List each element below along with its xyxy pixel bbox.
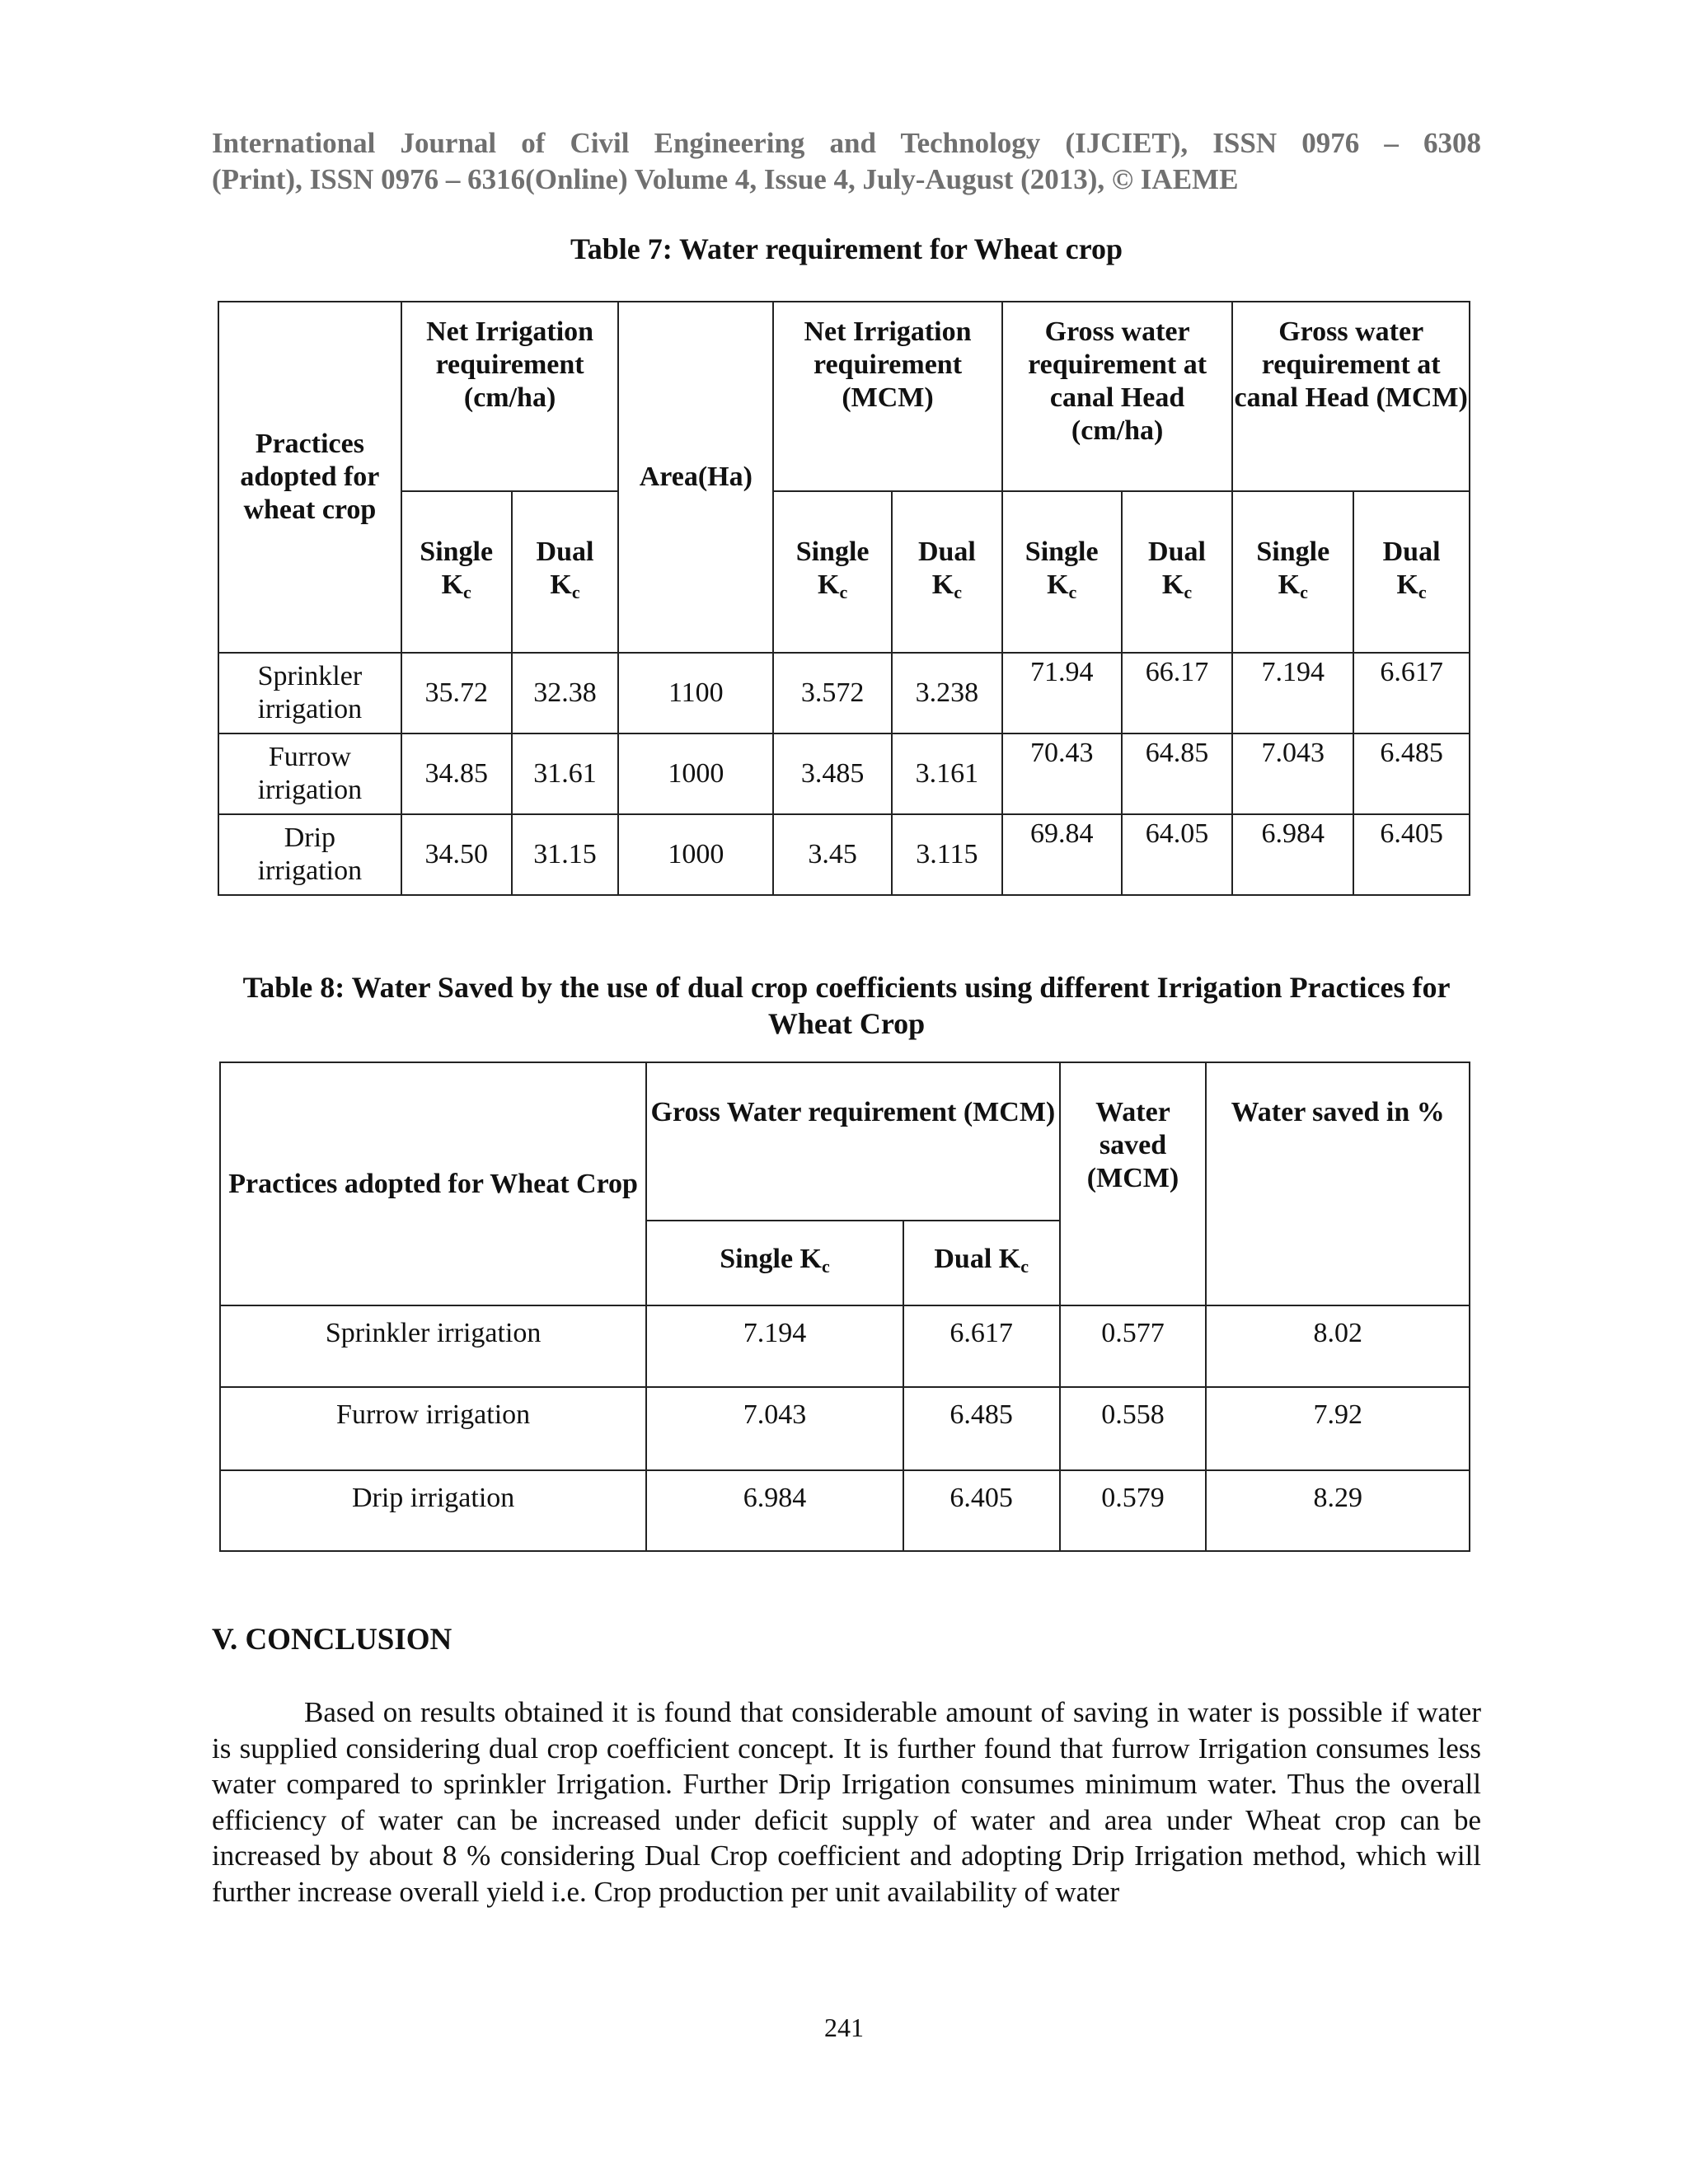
t7-cell-gross-single: 69.84	[1002, 814, 1122, 895]
t7-header-practices: Practices adopted for wheat crop	[218, 302, 401, 653]
t7-header-gross-mcm: Gross water requirement at canal Head (MCM)	[1232, 302, 1470, 491]
journal-header-line-1: International Journal of Civil Engineering and Technology (IJCIET), ISSN 0976 – 6308	[212, 127, 1481, 159]
t8-cell-saved: 0.558	[1060, 1387, 1207, 1470]
table-row	[220, 1387, 1470, 1470]
t8-body	[220, 1305, 1470, 1551]
t7-cell-netmcm-dual: 3.238	[892, 653, 1002, 733]
t7-cell-gross-single: 71.94	[1002, 653, 1122, 733]
t7-kc-header-row	[218, 491, 1470, 653]
t7-header-net-mcm: Net Irrigation requirement (MCM)	[773, 302, 1002, 491]
t7-header-dual-kc: Dual $K_c$	[1353, 491, 1470, 653]
t7-cell-grossmcm-single: 7.043	[1232, 733, 1353, 814]
t7-cell-practice: Furrow irrigation	[218, 733, 401, 814]
t7-cell-practice: Drip irrigation	[218, 814, 401, 895]
t7-cell-gross-dual: 64.85	[1122, 733, 1233, 814]
t7-header-gross-cm: Gross water requirement at canal Head (cm/ha)	[1002, 302, 1233, 491]
t7-cell-net-dual: 31.61	[512, 733, 619, 814]
t7-header-area: Area(Ha)	[618, 302, 773, 653]
t8-cell-single: 7.043	[646, 1387, 903, 1470]
conclusion-heading: V. CONCLUSION	[212, 1623, 452, 1657]
t7-cell-area: 1100	[618, 653, 773, 733]
table-row	[218, 814, 1470, 895]
t8-cell-pct: 8.02	[1206, 1305, 1470, 1387]
journal-header-line-2: (Print), ISSN 0976 – 6316(Online) Volume 4, Issue 4, July-August (2013), © IAEME	[212, 163, 1239, 195]
t8-header-dual-kc: Dual $K_c$	[903, 1221, 1060, 1305]
table-row	[218, 733, 1470, 814]
t7-cell-net-single: 34.50	[401, 814, 512, 895]
t8-header-gross: Gross Water requirement (MCM)	[646, 1062, 1059, 1221]
water-requirement-table	[218, 301, 1470, 896]
t8-header-practices: Practices adopted for Wheat Crop	[220, 1062, 646, 1305]
t7-header-single-kc: Single $K_c$	[1002, 491, 1122, 653]
page-number: 241	[824, 2013, 864, 2042]
t8-cell-dual: 6.405	[903, 1470, 1060, 1551]
t8-header-water-saved: Water saved (MCM)	[1060, 1062, 1207, 1305]
t7-header-single-kc: Single $K_c$	[1232, 491, 1353, 653]
t7-cell-grossmcm-dual: 6.485	[1353, 733, 1470, 814]
t8-cell-pct: 7.92	[1206, 1387, 1470, 1470]
t7-cell-practice: Sprinkler irrigation	[218, 653, 401, 733]
t7-body	[218, 653, 1470, 895]
t7-header-single-kc: Single $K_c$	[773, 491, 892, 653]
t7-cell-net-dual: 32.38	[512, 653, 619, 733]
t7-cell-gross-single: 70.43	[1002, 733, 1122, 814]
t8-cell-single: 6.984	[646, 1470, 903, 1551]
t7-cell-netmcm-dual: 3.115	[892, 814, 1002, 895]
table7-caption: Table 7: Water requirement for Wheat crop	[570, 232, 1123, 265]
t7-cell-netmcm-single: 3.45	[773, 814, 892, 895]
t8-header-single-kc: Single $K_c$	[646, 1221, 903, 1305]
t7-cell-grossmcm-dual: 6.617	[1353, 653, 1470, 733]
t8-cell-saved: 0.577	[1060, 1305, 1207, 1387]
t8-cell-practice: Drip irrigation	[220, 1470, 646, 1551]
t8-cell-practice: Furrow irrigation	[220, 1387, 646, 1470]
t7-cell-area: 1000	[618, 814, 773, 895]
t7-cell-grossmcm-dual: 6.405	[1353, 814, 1470, 895]
t8-cell-pct: 8.29	[1206, 1470, 1470, 1551]
t8-cell-single: 7.194	[646, 1305, 903, 1387]
t7-cell-netmcm-single: 3.572	[773, 653, 892, 733]
t8-header-water-saved-pct: Water saved in %	[1206, 1062, 1470, 1305]
t7-cell-area: 1000	[618, 733, 773, 814]
t7-header-single-kc: Single $K_c$	[401, 491, 512, 653]
t8-cell-dual: 6.617	[903, 1305, 1060, 1387]
t7-cell-net-single: 35.72	[401, 653, 512, 733]
table8-caption: Table 8: Water Saved by the use of dual crop coefficients using different Irrigation Practices for Wheat Crop	[242, 971, 1451, 1040]
water-saved-table	[219, 1062, 1470, 1552]
t7-cell-gross-dual: 66.17	[1122, 653, 1233, 733]
t8-cell-practice: Sprinkler irrigation	[220, 1305, 646, 1387]
table-row	[218, 653, 1470, 733]
conclusion-paragraph: Based on results obtained it is found that considerable amount of saving in water is possible if water is supplied considering dual crop coefficient concept. It is further found that furrow Irrigation consumes less water compared to sprinkler Irrigation. Further Drip Irrigation consumes minimum water. Thus the overall efficiency of water can be increased under deficit supply of water and area under Wheat crop can be increased by about 8 % considering Dual Crop coefficient and adopting Drip Irrigation method, which will further increase overall yield i.e. Crop production per unit availability of water	[212, 1696, 1481, 1908]
t7-cell-gross-dual: 64.05	[1122, 814, 1233, 895]
journal-header	[212, 125, 1481, 198]
table-row	[220, 1470, 1470, 1551]
t7-header-dual-kc: Dual $K_c$	[1122, 491, 1233, 653]
t7-cell-net-dual: 31.15	[512, 814, 619, 895]
t8-cell-dual: 6.485	[903, 1387, 1060, 1470]
t7-cell-netmcm-dual: 3.161	[892, 733, 1002, 814]
t7-header-dual-kc: Dual $K_c$	[892, 491, 1002, 653]
t7-header-dual-kc: Dual $K_c$	[512, 491, 619, 653]
t7-cell-grossmcm-single: 6.984	[1232, 814, 1353, 895]
t7-cell-grossmcm-single: 7.194	[1232, 653, 1353, 733]
t7-cell-net-single: 34.85	[401, 733, 512, 814]
t7-header-net-cm: Net Irrigation requirement (cm/ha)	[401, 302, 619, 491]
t8-cell-saved: 0.579	[1060, 1470, 1207, 1551]
table-row	[220, 1305, 1470, 1387]
t7-cell-netmcm-single: 3.485	[773, 733, 892, 814]
